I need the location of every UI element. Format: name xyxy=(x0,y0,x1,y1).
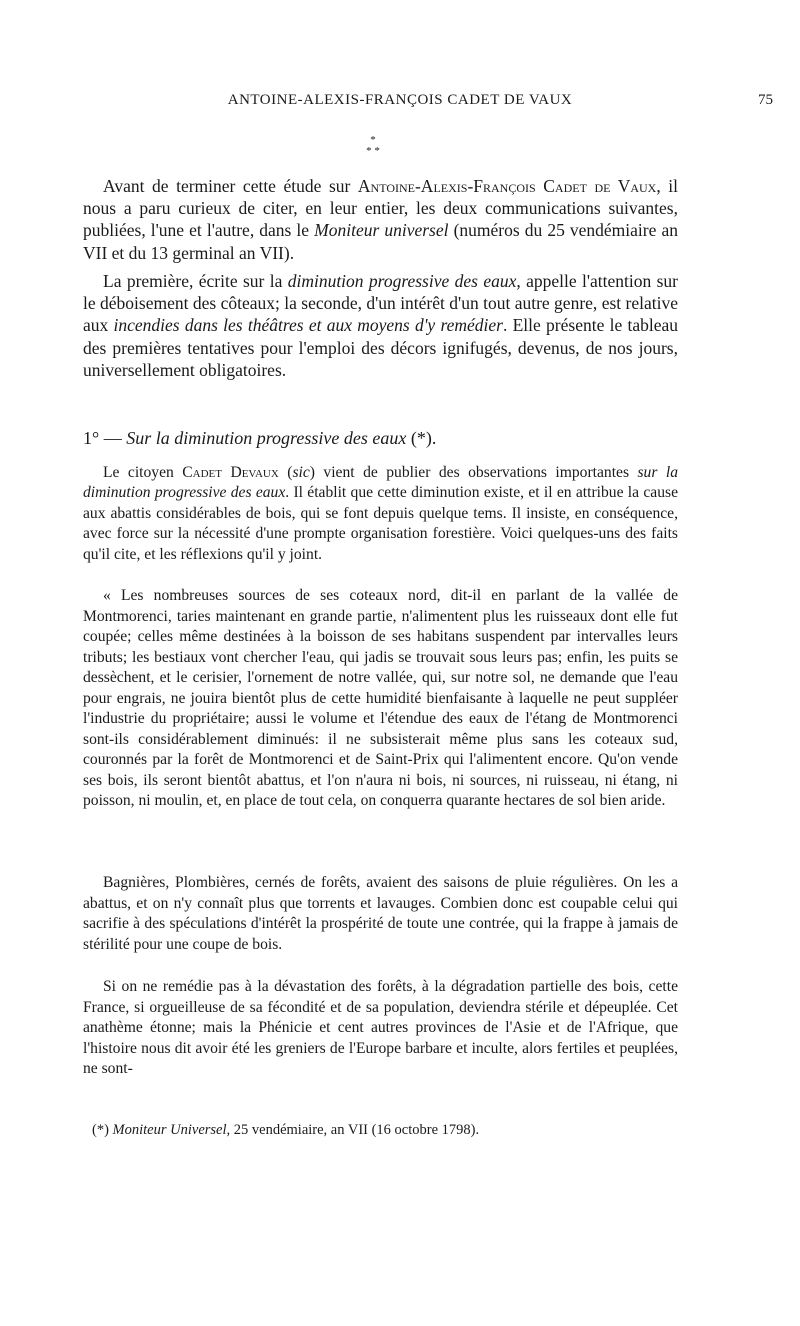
sic-mark: sic xyxy=(292,464,310,481)
body-p1-text-d: . Il établit que cette diminution existe, et il en attribue la cause aux abattis considérables de bois, qui se font depuis quelque tems. Il insiste, en conséquence, avec force sur la nécessité d'une prompte organisation forestière. Voici quelques-uns des faits qu'il cite, et les réflexions qu'il y joint. xyxy=(83,484,678,563)
intro-p1-text-c: (numéros du 25 vendémiaire an VII et du 13 germinal an VII). xyxy=(83,220,678,263)
section-number: 1° xyxy=(83,428,100,448)
footnote-source: Moniteur Universel xyxy=(112,1122,227,1138)
footnote xyxy=(92,1122,692,1139)
body-p1-text-c: ) vient de publier des observations importantes xyxy=(309,464,638,481)
body-p1-text-b: ( xyxy=(278,464,293,481)
intro-p2-text-a: La première, écrite sur la xyxy=(103,271,288,291)
footnote-mark: (*) xyxy=(92,1122,113,1138)
intro-p2-text-c: . Elle présente le tableau des premières tentatives pour l'emploi des décors ignifugés, devenus, de nos jours, universellement obligatoires. xyxy=(83,315,678,380)
section-heading xyxy=(83,428,678,449)
intro-p2-text-b: , appelle l'attention sur le déboisement des côteaux; la seconde, d'un intérêt d'un tout autre genre, est relative aux xyxy=(83,271,678,336)
body-paragraph-1 xyxy=(83,463,678,565)
intro-paragraph-1 xyxy=(83,175,678,264)
asterism-divider xyxy=(0,135,746,157)
author-name: Antoine-Alexis-François Cadet de Vaux xyxy=(357,176,657,196)
running-head-title: ANTOINE-ALEXIS-FRANÇOIS CADET DE VAUX xyxy=(227,92,573,108)
section-title-text: Sur la diminution progressive des eaux xyxy=(126,428,407,448)
section-dash: — xyxy=(99,428,127,448)
body-p1-text-a: Le citoyen xyxy=(103,464,183,481)
quote-paragraph-3: Si on ne remédie pas à la dévastation des forêts, à la dégradation partielle des bois, cette France, si orgueilleuse de sa fécondité et de sa population, deviendra stérile et dépeuplée. Cet anathème étonne; mais la Phénicie et cent autres provinces de l'Asie et de l'Afrique, que l'histoire nous dit avoir été les greniers de l'Europe barbare et inculte, alors fertiles et peuplées, ne sont- xyxy=(83,978,678,1077)
asterism-bottom: * * xyxy=(366,145,380,157)
topic-two: incendies dans les théâtres et aux moyens d'y remédier xyxy=(113,315,503,336)
journal-title: Moniteur universel xyxy=(314,220,449,241)
quote-paragraph-2: Bagnières, Plombières, cernés de forêts, avaient des saisons de pluie régulières. On les a abattus, et on n'y connaît plus que torrents et lavauges. Combien donc est coupable celui qui sacrifie à des spéculations d'intérêt la prospérité de toute une contrée, qui la frappe à jamais de stérilité pour une coupe de bois. xyxy=(83,874,678,953)
intro-p1-text-b: , il nous a paru curieux de citer, en leur entier, les deux communications suivantes, publiées, l'une et l'autre, dans le xyxy=(83,176,678,241)
asterism-top: * xyxy=(370,134,376,146)
intro-paragraph-2 xyxy=(83,270,678,381)
cited-name: Cadet Devaux xyxy=(182,464,279,481)
footnote-details: , 25 vendémiaire, an VII (16 octobre 1798). xyxy=(226,1122,480,1138)
intro-p1-text-a: Avant de terminer cette étude sur xyxy=(103,176,358,196)
page-number: 75 xyxy=(758,92,773,108)
body-topic: sur la diminution progressive des eaux xyxy=(83,464,679,502)
quote-paragraph-1: « Les nombreuses sources de ses coteaux nord, dit-il en parlant de la vallée de Montmorenci, taries maintenant en grande partie, n'alimentent plus les ruisseaux dont elle fut coupée; celles même destinées à la boisson de ses habitans suspendent par intervalles leurs tributs; les bestiaux vont chercher l'eau, qui jadis se trouvait sous leurs pas; enfin, les puits se dessèchent, et le cerisier, l'ornement de notre vallée, qui, sur notre sol, ne demande que l'eau pour engrais, ne jouira bientôt plus de cette humidité bienfaisante à laquelle ne peut suppléer l'industrie du propriétaire; aussi le volume et l'étendue des eaux de l'étang de Montmorenci sont-ils considérablement diminués: il ne subsisterait même plus sans les coteaux sud, couronnés par la forêt de Montmorenci et de Saint-Prix qui l'alimentent encore. Qu'on vende ses bois, ils seront bientôt abattus, et l'on n'aura ni bois, ni sources, ni ruisseau, ni étang, ni poisson, ni moulin, et, en place de tout cela, on conquerra quarante hectares de sol bien aride. xyxy=(83,587,678,809)
topic-one: diminution progressive des eaux xyxy=(287,271,517,291)
footnote-ref: (*). xyxy=(406,428,437,448)
